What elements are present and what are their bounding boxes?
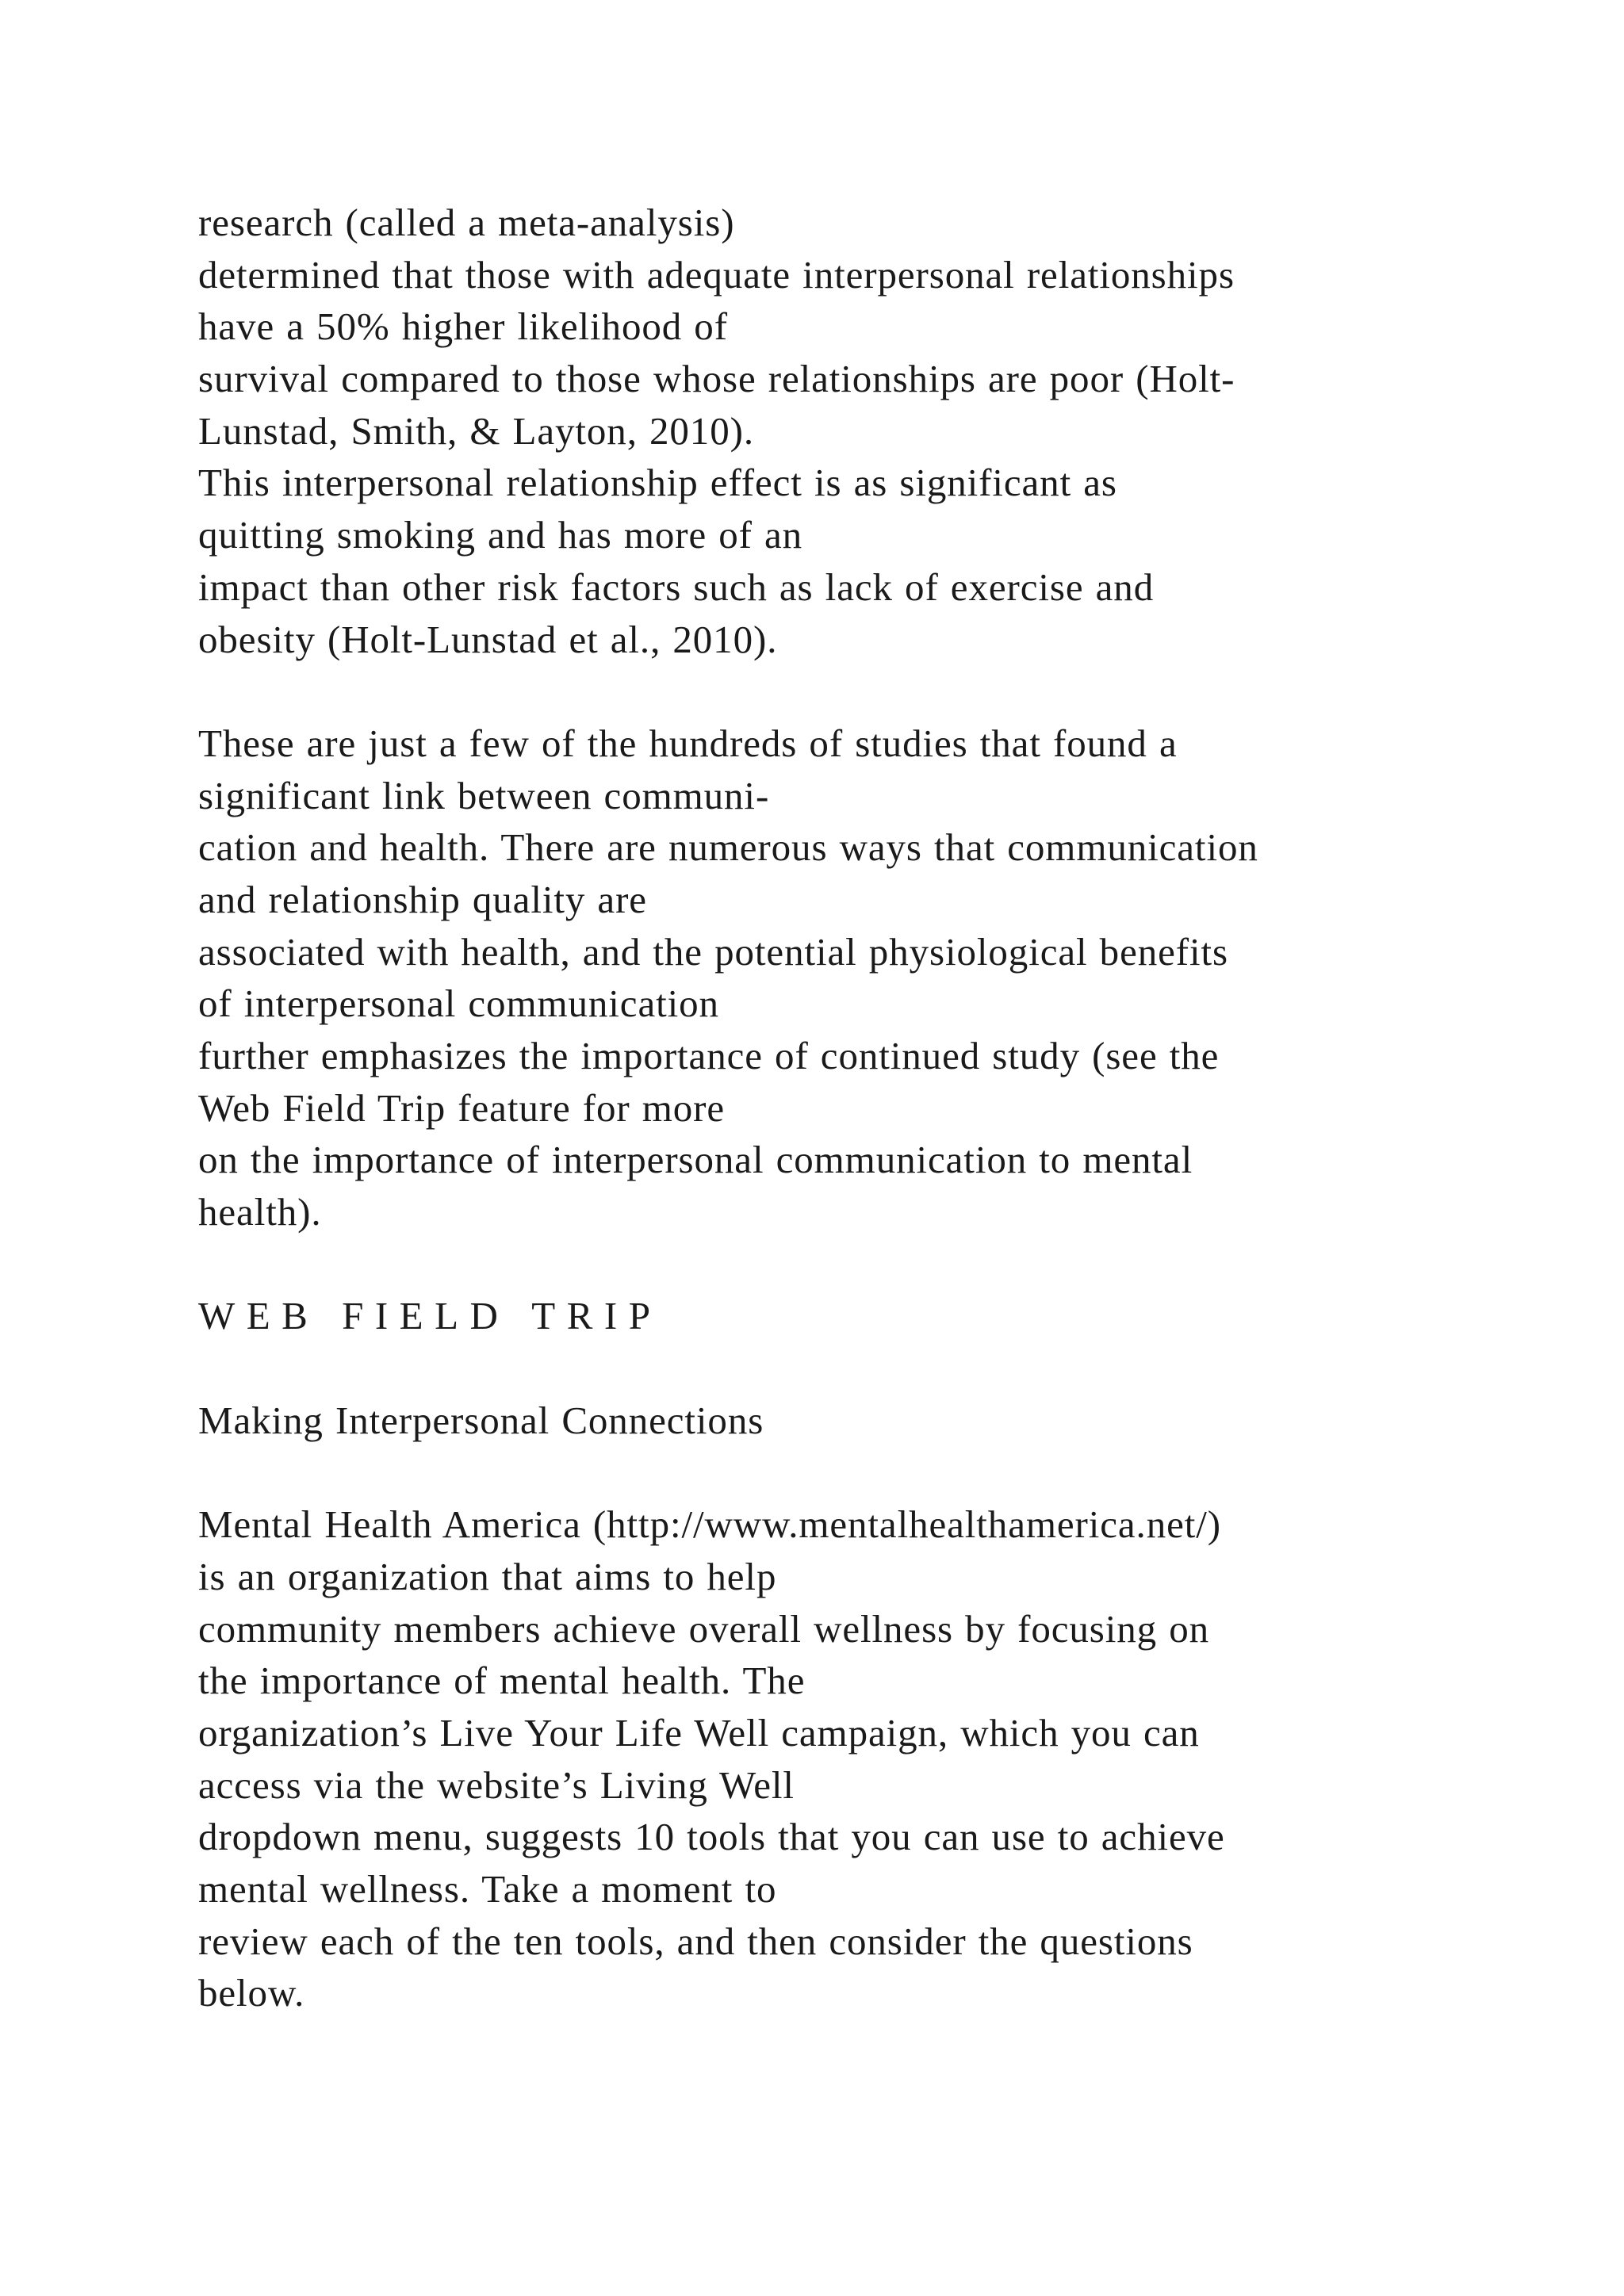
text-line: dropdown menu, suggests 10 tools that you can use to achieve	[198, 1815, 1225, 1859]
document-body	[198, 197, 1546, 2019]
section-heading-text: WEB FIELD TRIP	[198, 1294, 662, 1338]
paragraph-mental-health-america	[198, 1498, 1546, 2019]
paragraph-gap	[198, 1342, 1546, 1395]
text-line: obesity (Holt-Lunstad et al., 2010).	[198, 617, 778, 661]
text-line: community members achieve overall wellness by focusing on	[198, 1606, 1210, 1651]
paragraph-gap	[198, 1238, 1546, 1291]
paragraph-gap	[198, 665, 1546, 718]
text-line: is an organization that aims to help	[198, 1554, 777, 1598]
text-line: determined that those with adequate interpersonal relationships	[198, 252, 1235, 297]
paragraph-communication-health	[198, 718, 1546, 1238]
section-subheading	[198, 1395, 1546, 1447]
text-line: impact than other risk factors such as lack of exercise and	[198, 564, 1155, 609]
text-line: of interpersonal communication	[198, 982, 719, 1026]
text-line: on the importance of interpersonal communication to mental	[198, 1138, 1193, 1182]
paragraph-gap	[198, 1447, 1546, 1499]
text-line: review each of the ten tools, and then consider the questions	[198, 1919, 1193, 1963]
text-line: This interpersonal relationship effect is as significant as	[198, 461, 1117, 505]
text-line: have a 50% higher likelihood of	[198, 304, 728, 349]
text-line: and relationship quality are	[198, 877, 647, 921]
text-line: health).	[198, 1190, 322, 1234]
text-line: mental wellness. Take a moment to	[198, 1867, 777, 1911]
text-line: access via the website’s Living Well	[198, 1762, 795, 1807]
text-line: cation and health. There are numerous ways that communication	[198, 825, 1258, 870]
paragraph-research-findings	[198, 197, 1546, 665]
text-line: the importance of mental health. The	[198, 1659, 806, 1703]
text-line: further emphasizes the importance of continued study (see the	[198, 1034, 1220, 1077]
text-line: research (called a meta-analysis)	[198, 201, 735, 244]
section-subheading-text: Making Interpersonal Connections	[198, 1398, 764, 1442]
section-heading	[198, 1290, 1546, 1342]
text-line: below.	[198, 1971, 305, 2015]
text-line: Web Field Trip feature for more	[198, 1085, 726, 1130]
text-line: organization’s Live Your Life Well campaign, which you can	[198, 1710, 1200, 1755]
text-line: Mental Health America (http://www.mentalhealthamerica.net/)	[198, 1502, 1221, 1547]
text-line: associated with health, and the potential physiological benefits	[198, 929, 1228, 974]
text-line: These are just a few of the hundreds of studies that found a	[198, 721, 1178, 765]
text-line: survival compared to those whose relationships are poor (Holt-	[198, 357, 1235, 401]
text-line: quitting smoking and has more of an	[198, 513, 803, 557]
text-line: Lunstad, Smith, & Layton, 2010).	[198, 408, 754, 453]
text-line: significant link between communi-	[198, 773, 770, 817]
